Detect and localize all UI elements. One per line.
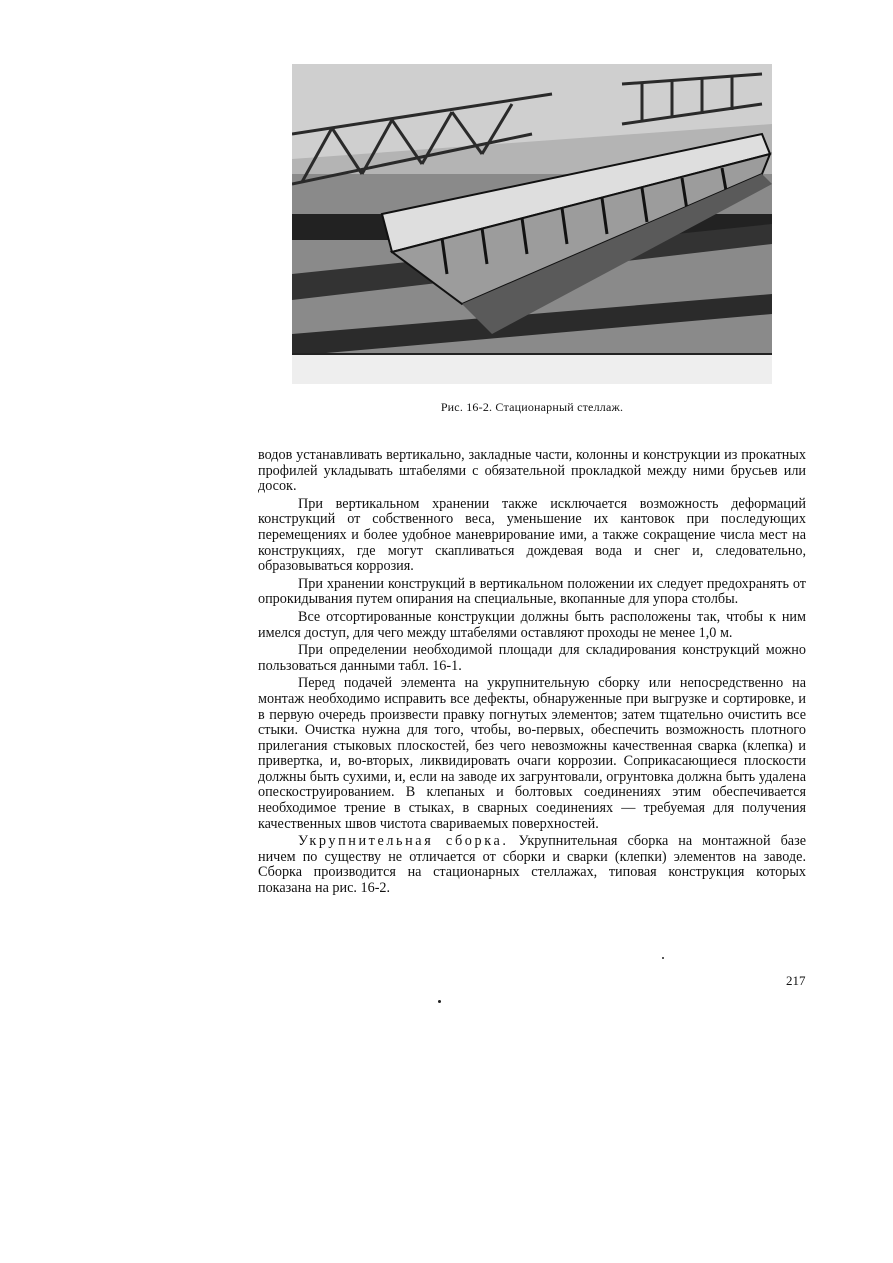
body-text <box>258 448 806 899</box>
stellage-photo-illustration <box>292 64 772 384</box>
section-term: Укрупнительная сборка. <box>298 833 509 850</box>
paragraph: Перед подачей элемента на укрупнительную сборку или непосредственно на монтаж необходимо исправить все дефекты, обнаруженные при выгрузке и сортировке, и в первую очередь произвести правку погнутых элементов; затем тщательно очистить все стыки. Очистка нужна для того, чтобы, во-первых, обеспечить возможность плотного прилегания стыковых плоскостей, без чего невозможны качественная сварка (клепка) и привертка, и, во-вторых, ликвидировать очаги коррозии. Соприкасающиеся плоскости должны быть сухими, и, если на заводе их загрунтовали, огрунтовка должна быть удалена опескоструированием. В клепаных и болтовых соединениях этим обеспечивается необходимое трение в стыках, в сварных соединениях — требуемая для получения качественных швов чистота свариваемых поверхностей. <box>258 675 806 832</box>
figure-photo <box>292 64 772 384</box>
figure-caption: Рис. 16-2. Стационарный стеллаж. <box>440 400 624 414</box>
scan-speck <box>438 1000 441 1003</box>
paragraph-last <box>258 834 806 896</box>
paragraph-last-text: Укрупнительная сборка на монтажной базе ничем по существу не отличается от сборки и сварки (клепки) элементов на заводе. Сборка производится на стационарных стеллажах, типовая конструкция которых показана на рис. 16-2. <box>258 833 806 897</box>
scan-speck <box>662 957 664 959</box>
page-number: 217 <box>786 973 806 988</box>
paragraph: При вертикальном хранении также исключается возможность деформаций конструкций от собственного веса, уменьшение их кантовок при последующих перемещениях и более удобное маневрирование ими, а также сокращение числа мест на конструкциях, где могут скапливаться дождевая вода и снег и, следовательно, образовываться коррозия. <box>258 495 806 575</box>
paragraph: водов устанавливать вертикально, закладные части, колонны и конструкции из прокатных профилей укладывать штабелями с обязательной прокладкой между ними брусьев или досок. <box>258 447 806 495</box>
paragraph: При определении необходимой площади для складирования конструкций можно пользоваться данными табл. 16-1. <box>258 642 806 674</box>
paragraph: При хранении конструкций в вертикальном положении их следует предохранять от опрокидывания путем опирания на специальные, вкопанные для упора столбы. <box>258 575 806 608</box>
paragraph: Все отсортированные конструкции должны быть расположены так, чтобы к ним имелся доступ, для чего между штабелями оставляют проходы не менее 1,0 м. <box>258 608 806 641</box>
